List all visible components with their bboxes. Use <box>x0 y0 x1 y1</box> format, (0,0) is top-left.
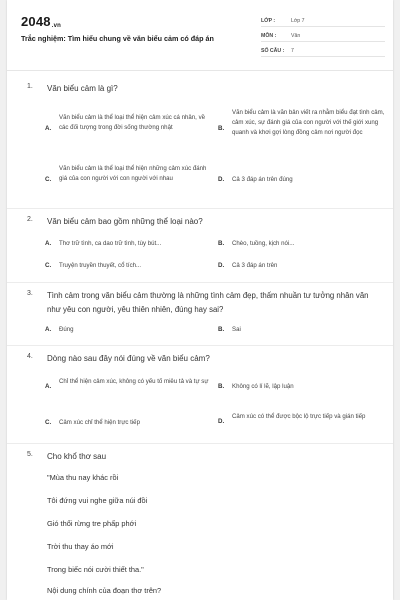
meta-class <box>261 14 385 27</box>
option-letter: A. <box>45 125 52 132</box>
option-text: Đúng <box>59 326 74 333</box>
option-2c[interactable] <box>45 261 210 273</box>
question-number: 3. <box>27 290 33 297</box>
meta-count <box>261 44 385 57</box>
poem-line: Trời thu thay áo mới <box>47 542 114 551</box>
option-2a[interactable] <box>45 239 210 251</box>
option-text: Cảm xúc chỉ thể hiện trực tiếp <box>59 419 140 426</box>
option-letter: C. <box>45 262 52 269</box>
option-3a[interactable] <box>45 325 210 337</box>
option-text: Không có lí lẽ, lập luận <box>232 383 294 390</box>
option-1b[interactable] <box>218 108 388 152</box>
option-2d[interactable] <box>218 261 388 273</box>
option-text: Chỉ thể hiện cảm xúc, không có yếu tố miêu tả và tự sự <box>59 378 209 385</box>
option-2b[interactable] <box>218 239 388 251</box>
logo-text: 2048 <box>21 14 51 29</box>
meta-value: 7 <box>291 48 294 54</box>
option-letter: C. <box>45 176 52 183</box>
question-number: 2. <box>27 216 33 223</box>
question-number: 1. <box>27 83 33 90</box>
option-letter: A. <box>45 240 52 247</box>
option-letter: B. <box>218 240 225 247</box>
option-letter: D. <box>218 176 225 183</box>
option-letter: D. <box>218 262 225 269</box>
option-1c[interactable] <box>45 164 210 198</box>
poem-line: "Mùa thu nay khác rồi <box>47 473 119 482</box>
question-text: Dòng nào sau đây nói đúng về văn biểu cảm? <box>47 354 210 363</box>
meta-label: LỚP : <box>261 18 276 24</box>
option-text: Cảm xúc có thể được bộc lộ trực tiếp và gián tiếp <box>232 413 366 420</box>
option-4b[interactable] <box>218 382 388 394</box>
option-4d[interactable] <box>218 412 388 434</box>
question-divider <box>7 443 393 444</box>
option-text: Văn biểu cảm là văn bản viết ra nhằm biểu đạt tình cảm, cảm xúc, sự đánh giá của con người với thế giới xung quanh và khơi gợi lòng đồng cảm nơi người đọc <box>232 109 385 136</box>
poem-line: Trong biếc nói cười thiết tha." <box>47 565 144 574</box>
site-logo[interactable] <box>21 14 61 29</box>
option-letter: A. <box>45 326 52 333</box>
option-text: Thơ trữ tình, ca dao trữ tình, tùy bút... <box>59 240 162 247</box>
header-divider <box>7 70 393 71</box>
page-title: Trắc nghiệm: Tìm hiểu chung về văn biểu cảm có đáp án <box>21 34 214 43</box>
option-text: Truyện truyền thuyết, cổ tích... <box>59 262 142 269</box>
option-1d[interactable] <box>218 175 388 187</box>
meta-value: Văn <box>291 33 301 39</box>
question-text: Văn biểu cảm bao gồm những thể loại nào? <box>47 217 203 226</box>
option-letter: D. <box>218 418 225 425</box>
option-3b[interactable] <box>218 325 388 337</box>
poem-line: Gió thổi rừng tre phấp phới <box>47 519 137 528</box>
option-letter: B. <box>218 125 225 132</box>
question-number: 4. <box>27 353 33 360</box>
option-text: Chèo, tuồng, kịch nói... <box>232 240 295 247</box>
meta-value: Lớp 7 <box>291 18 305 24</box>
meta-label: SỐ CÂU : <box>261 48 285 54</box>
page-header <box>7 0 393 64</box>
question-text: Văn biểu cảm là gì? <box>47 84 118 93</box>
question-divider <box>7 208 393 209</box>
question-text: Cho khổ thơ sau <box>47 452 107 461</box>
poem-question: Nội dung chính của đoạn thơ trên? <box>47 586 162 595</box>
poem-line: Tôi đứng vui nghe giữa núi đồi <box>47 496 148 505</box>
option-letter: C. <box>45 419 52 426</box>
logo-domain: .vn <box>51 23 62 29</box>
question-number: 5. <box>27 451 33 458</box>
option-text: Sai <box>232 326 241 333</box>
option-letter: A. <box>45 383 52 390</box>
meta-label: MÔN : <box>261 33 277 39</box>
question-text: Tình cảm trong văn biểu cảm thường là những tình cảm đẹp, thấm nhuần tư tưởng nhân văn như yêu con người, yêu thiên nhiên, đúng hay sai? <box>47 291 369 314</box>
option-4a[interactable] <box>45 377 210 399</box>
option-letter: B. <box>218 326 225 333</box>
option-text: Văn biểu cảm là thể loại thể hiện những cảm xúc đánh giá của con người với con người với nhau <box>59 165 207 182</box>
option-4c[interactable] <box>45 418 210 430</box>
option-text: Cả 3 đáp án trên <box>232 262 278 269</box>
question-divider <box>7 345 393 346</box>
option-1a[interactable] <box>45 113 210 147</box>
quiz-page <box>7 0 393 600</box>
option-text: Cả 3 đáp án trên đúng <box>232 176 293 183</box>
option-text: Văn biểu cảm là thể loại thể hiện cảm xúc cá nhân, về các đối tượng trong đời sống thường nhật <box>59 114 206 131</box>
meta-subject <box>261 29 385 42</box>
question-divider <box>7 282 393 283</box>
option-letter: B. <box>218 383 225 390</box>
